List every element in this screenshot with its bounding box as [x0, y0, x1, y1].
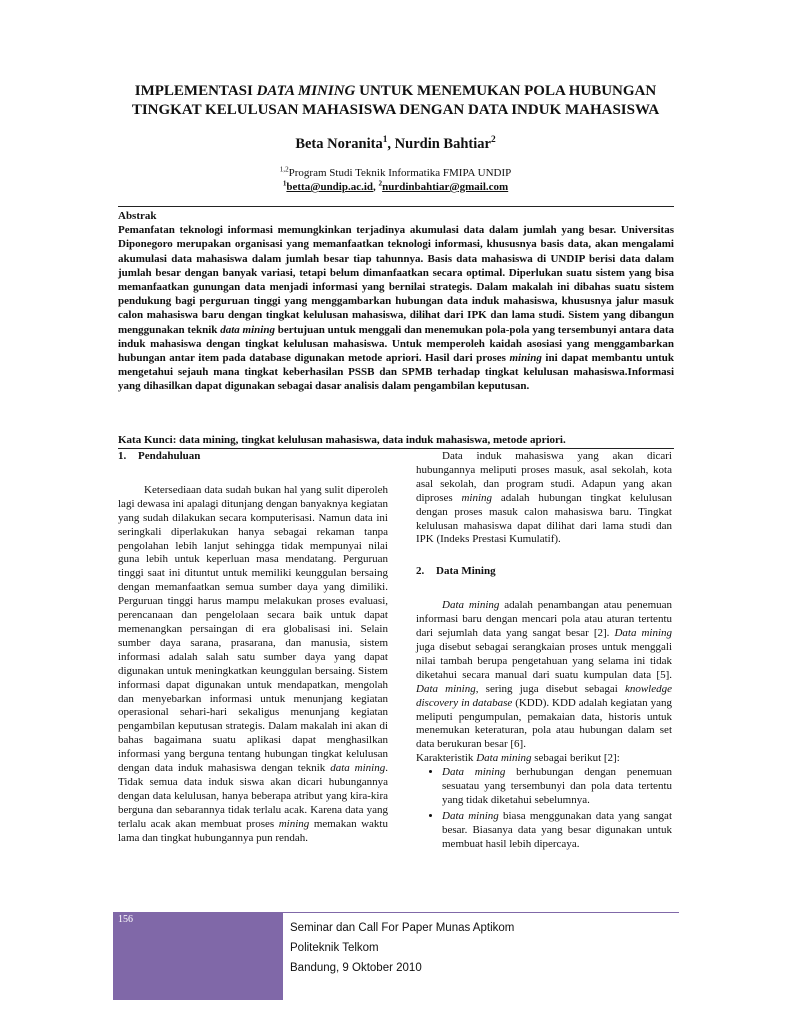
- abstract-heading: Abstrak: [118, 210, 157, 222]
- text-run: adalah penambangan atau penemuan informasi baru dengan mencari pola atau aturan tertentu dari sejumlah data yang sangat besar [2].: [416, 599, 673, 640]
- text-run: memakan waktu lama dan tingkat hubungannya pun rendah.: [118, 817, 388, 844]
- section-2-title: Data Mining: [436, 565, 496, 578]
- footer-rule: [283, 912, 679, 913]
- section-2-paragraph-2: [416, 752, 672, 766]
- footer-line-2: Politeknik Telkom: [290, 942, 379, 954]
- author-1-sup: 1: [382, 135, 388, 146]
- footer-line-1: Seminar dan Call For Paper Munas Aptikom: [290, 922, 515, 934]
- abstract: [118, 209, 674, 394]
- section-1-heading: [118, 450, 388, 464]
- footer-line-3: Bandung, 9 Oktober 2010: [290, 962, 422, 974]
- title-italic: DATA MINING: [256, 83, 356, 99]
- author-2: Nurdin Bahtiar: [394, 136, 491, 152]
- section-2-paragraph-1: [416, 599, 672, 752]
- italic-run: Data mining: [476, 752, 532, 765]
- text-run: juga disebut sebagai serangkaian proses untuk menggali nilai tambah berupa pengetahuan yang selama ini tidak diketahui secara manual dari suatu kumpulan data [5].: [416, 640, 672, 681]
- section-1-title: Pendahuluan: [138, 450, 201, 462]
- footer-conference-info: [290, 918, 514, 978]
- email-1-link[interactable]: betta@undip.ac.id: [286, 181, 374, 193]
- text-run: . Tidak semua data induk siswa akan dicari hubungannya dengan data kelulusan, hanya beberapa atribut yang kira-kira berguna dan sebarannya tidak terlalu acak. Karena data yang terlalu acak akan membuat proses: [118, 762, 388, 830]
- section-2-heading: [416, 565, 672, 579]
- italic-run: mining: [278, 817, 310, 830]
- italic-run: Data mining: [442, 766, 506, 779]
- abstract-part: ini dapat membantu untuk mengetahui sejauh mana tingkat keberhasilan PSSB dan SPMB terhadap tingkat kelulusan mahasiswa.Informasi yang dihasilkan dapat digunakan sebagai dasar analisis dalam pengambilan keputusan.: [118, 352, 674, 393]
- affiliation-line: [110, 166, 681, 180]
- italic-run: Data mining: [614, 627, 672, 640]
- title-line-1: [110, 82, 681, 101]
- paper-title: [110, 82, 681, 120]
- spacer: [416, 547, 672, 565]
- section-1-paragraph-2: [416, 450, 672, 547]
- left-column: [118, 450, 388, 845]
- list-item: [442, 810, 672, 852]
- footer-color-block: [113, 912, 283, 1000]
- abstract-italic: mining: [509, 352, 542, 365]
- author-1: Beta Noranita: [295, 136, 383, 152]
- keywords-rule: [118, 448, 674, 449]
- italic-run: Data mining: [416, 682, 476, 695]
- italic-run: data mining: [330, 762, 386, 775]
- title-text: UNTUK MENEMUKAN POLA HUBUNGAN: [355, 83, 657, 99]
- italic-run: knowledge discovery in database: [416, 682, 672, 709]
- text-run: adalah hubungan tingkat kelulusan dengan proses masuk calon mahasiswa baru. Tingkat kelulusan mahasiswa dapat dilihat dari lama studi dan IPK (Indeks Prestasi Kumulatif).: [416, 491, 673, 546]
- text-run: (KDD). KDD adalah kegiatan yang meliputi pengumpulan, pemakaian data, historis untuk menemukan keteraturan, pola atau hubungan dalam set data berukuran besar [6].: [416, 696, 672, 751]
- section-2-number: 2.: [416, 565, 425, 578]
- text-run: biasa menggunakan data yang sangat besar. Biasanya data yang besar digunakan untuk membuat hasil lebih dipercaya.: [442, 809, 672, 850]
- title-text: IMPLEMENTASI: [134, 83, 257, 99]
- text-run: sebagai berikut [2]:: [531, 752, 620, 765]
- abstract-text: [118, 224, 674, 392]
- spacer: [416, 579, 672, 599]
- section-1-paragraph-1: [118, 484, 388, 846]
- affiliation-sup: 1,2: [279, 165, 289, 174]
- abstract-part: bertujuan untuk menggali dan menemukan pola-pola yang tersembunyi antara data induk mahasiswa dengan tingkat kelulusan mahasiswa. Untuk memperoleh kaidah asosiasi yang menggambarkan hubungan antar item pada database digunakan metode apriori. Hasil dari proses: [118, 323, 674, 365]
- email-2-link[interactable]: nurdinbahtiar@gmail.com: [382, 181, 509, 193]
- author-2-sup: 2: [490, 135, 496, 146]
- author-separator: ,: [387, 136, 395, 152]
- abstract-italic: data mining: [220, 323, 275, 336]
- text-run: Ketersediaan data sudah bukan hal yang sulit diperoleh lagi dewasa ini apalagi ditunjang dengan banyaknya kegiatan yang sudah dilakukan secara komputerisasi. Namun data ini seringkali diperlakukan hanya sebagai rekaman tanpa pengolahan lebih lanjut sehingga tidak mempunyai nilai guna lebih untuk keperluan masa mendatang. Perguruan tinggi saat ini dituntut untuk memiliki keunggulan bersaing dengan memanfaatkan semua sumber daya yang dimiliki. Perguruan tinggi harus mampu melakukan proses evaluasi, perencanaan dan pengelolaan secara baik untuk dapat memenangkan persaingan di era globalisasi ini. Selain sumber daya sarana, prasarana, dan manusia, sistem informasi adalah salah satu sumber daya yang dapat digunakan untuk meningkatkan keunggulan bersaing. Sistem informasi dapat digunakan untuk mendapatkan, mengolah dan menyebarkan informasi untuk menunjang kegiatan operasional sehari-hari sekaligus menunjang kegiatan pengambilan keputusan strategis. Dalam makalah ini akan di bahas bagaimana suatu aplikasi dapat menghasilkan informasi yang berguna tentang hubungan tingkat kelulusan dengan data induk mahasiswa dengan teknik: [118, 483, 388, 775]
- characteristics-list: [416, 766, 672, 851]
- italic-run: Data mining: [442, 599, 500, 612]
- section-1-number: 1.: [118, 450, 127, 462]
- email-line: [110, 180, 681, 194]
- abstract-top-rule: [118, 206, 674, 207]
- text-run: , sering juga disebut sebagai: [475, 682, 625, 695]
- email-2-sup: 2: [378, 179, 383, 188]
- list-item: [442, 766, 672, 808]
- page-number: 156: [118, 914, 133, 925]
- abstract-part: Pemanfatan teknologi informasi memungkinkan terjadinya akumulasi data dalam jumlah yang besar. Universitas Diponegoro merupakan organisasi yang memanfaatkan teknologi informasi, khususnya basis data, akan mengalami akumulasi data mahasiswa dalam jumlah besar tiap tahunnya. Basis data mahasiswa di UNDIP berisi data dalam jumlah besar dengan banyak variasi, tetapi belum dimanfaatkan secara optimal. Diperlukan suatu sistem yang bisa memanfaatkan gunungan data menjadi informasi yang bernilai strategis. Dalam makalah ini dibahas suatu sistem pendukung bagi perguruan tinggi yang menggambarkan hubungan data induk mahasiswa, khususnya jalur masuk calon mahasiswa baru dengan tingkat kelulusan mahasiswa, dilihat dari IPK dan lama studi. Sistem yang dibangun menggunakan teknik: [118, 224, 674, 336]
- text-run: berhubungan dengan penemuan sesuatau yang tersembunyi dan pola data tertentu yang tidak diketahui sebelumnya.: [442, 766, 672, 806]
- italic-run: Data mining: [442, 809, 499, 822]
- affiliation-text: Program Studi Teknik Informatika FMIPA UNDIP: [288, 167, 512, 179]
- spacer: [118, 464, 388, 484]
- author-list: [110, 136, 681, 153]
- title-line-2: TINGKAT KELULUSAN MAHASISWA DENGAN DATA INDUK MAHASISWA: [131, 102, 660, 118]
- text-run: Karakteristik: [416, 752, 477, 765]
- italic-run: mining: [461, 491, 493, 504]
- affiliation: [110, 166, 681, 194]
- right-column: [416, 450, 672, 854]
- text-run: Data induk mahasiswa yang akan dicari hubungannya meliputi proses masuk, asal sekolah, kota asal sekolah, dan program studi. Adapun yang akan diproses: [416, 450, 672, 504]
- keywords: Kata Kunci: data mining, tingkat kelulusan mahasiswa, data induk mahasiswa, metode apriori.: [118, 434, 566, 446]
- email-1-sup: 1: [282, 179, 287, 188]
- email-separator: ,: [373, 181, 379, 193]
